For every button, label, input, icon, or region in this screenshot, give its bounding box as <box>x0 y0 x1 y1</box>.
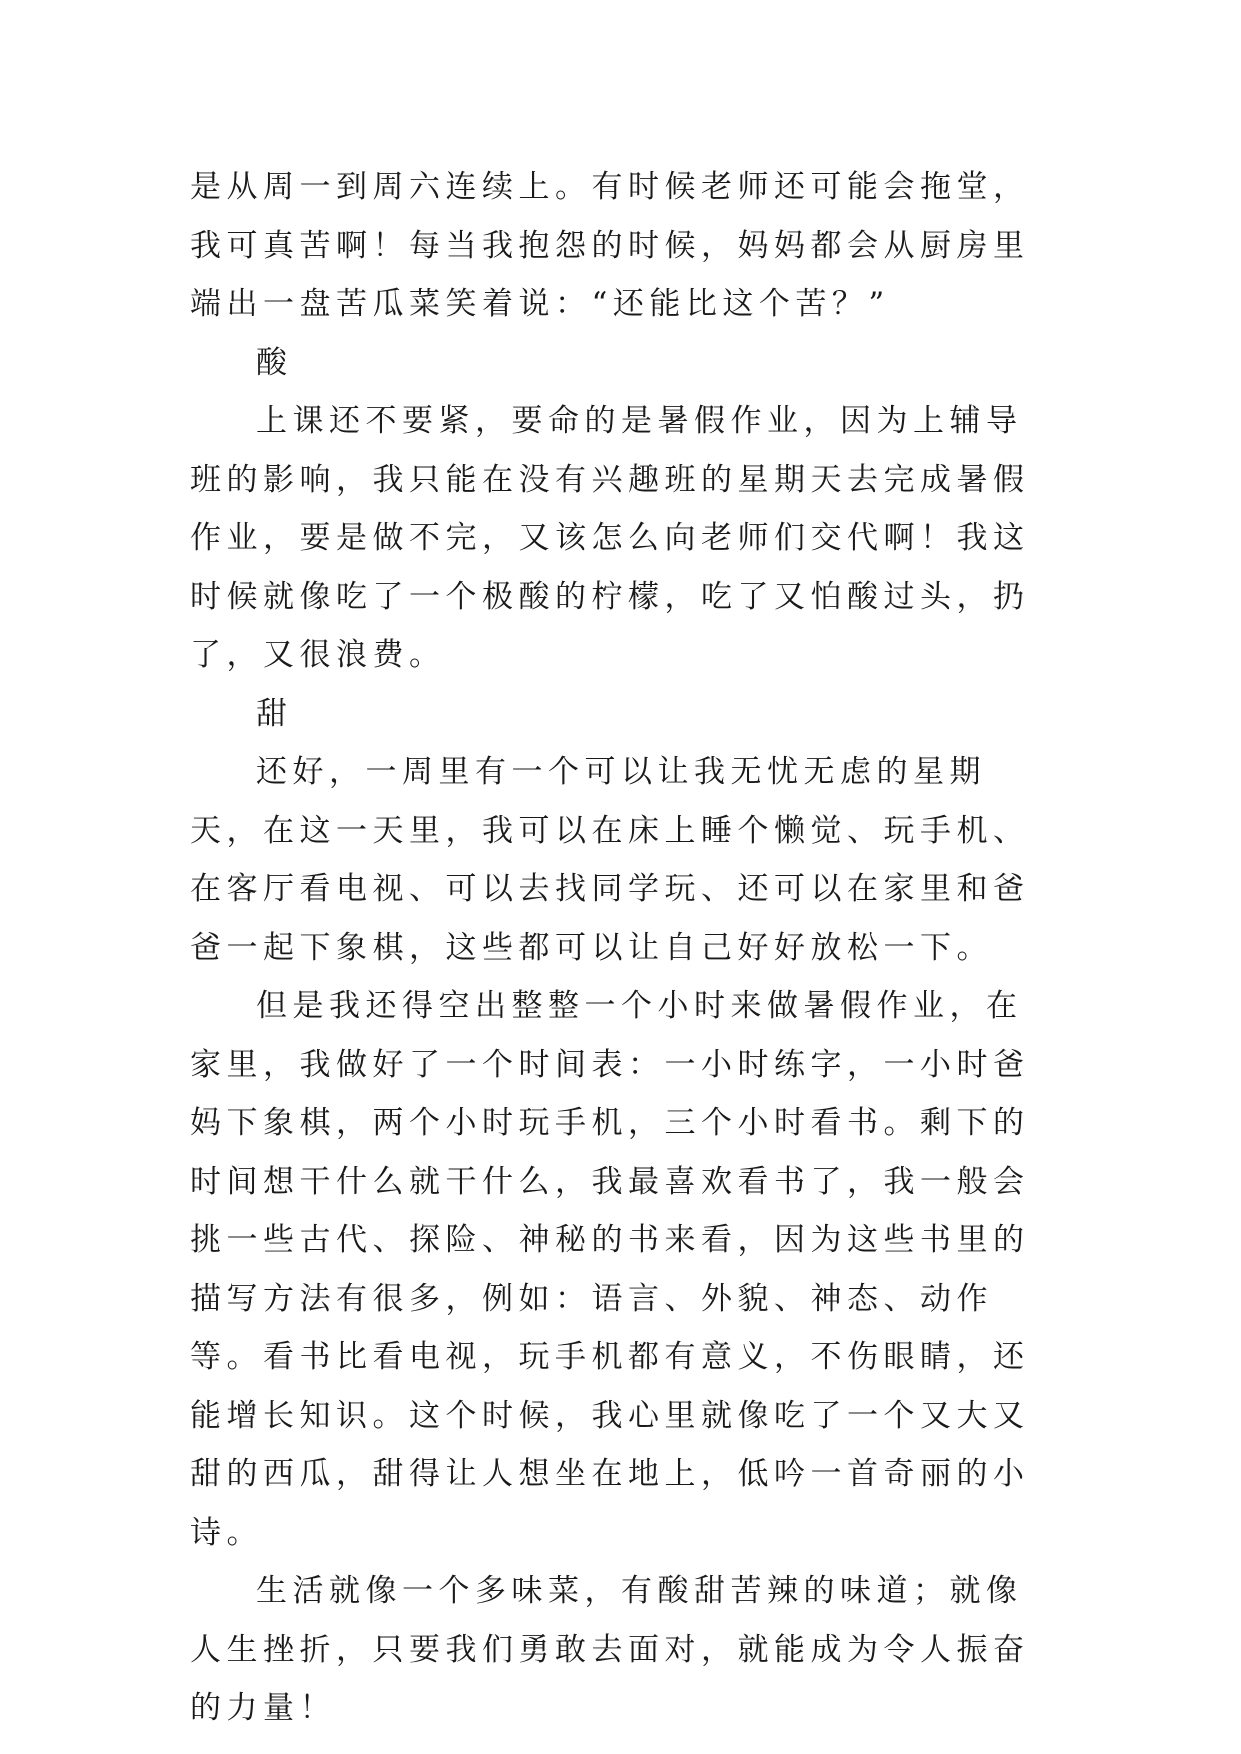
subheading-sweet: 甜 <box>256 695 293 732</box>
document-body <box>190 158 1050 1738</box>
paragraph-sweet-sunday: 还好，一周里有一个可以让我无忧无虑的星期天，在这一天里，我可以在床上睡个懒觉、玩手机、在客厅看电视、可以去找同学玩、还可以在家里和爸爸一起下象棋，这些都可以让自己好好放松一下。 <box>190 754 1030 966</box>
paragraph-sour: 上课还不要紧，要命的是暑假作业，因为上辅导班的影响，我只能在没有兴趣班的星期天去完成暑假作业，要是做不完，又该怎么向老师们交代啊！我这时候就像吃了一个极酸的柠檬，吃了又怕酸过头，扔了，又很浪费。 <box>190 403 1030 673</box>
subheading-sour: 酸 <box>256 344 293 381</box>
paragraph-bitter-continuation: 是从周一到周六连续上。有时候老师还可能会拖堂，我可真苦啊！每当我抱怨的时候，妈妈都会从厨房里端出一盘苦瓜菜笑着说：“还能比这个苦？” <box>190 169 1030 322</box>
paragraph-sweet-schedule: 但是我还得空出整整一个小时来做暑假作业，在家里，我做好了一个时间表：一小时练字，一小时爸妈下象棋，两个小时玩手机，三个小时看书。剩下的时间想干什么就干什么，我最喜欢看书了，我一般会挑一些古代、探险、神秘的书来看，因为这些书里的描写方法有很多，例如：语言、外貌、神态、动作等。看书比看电视，玩手机都有意义，不伤眼睛，还能增长知识。这个时候，我心里就像吃了一个又大又甜的西瓜，甜得让人想坐在地上，低吟一首奇丽的小诗。 <box>190 988 1030 1551</box>
paragraph-conclusion: 生活就像一个多味菜，有酸甜苦辣的味道；就像人生挫折，只要我们勇敢去面对，就能成为令人振奋的力量！ <box>190 1573 1030 1726</box>
